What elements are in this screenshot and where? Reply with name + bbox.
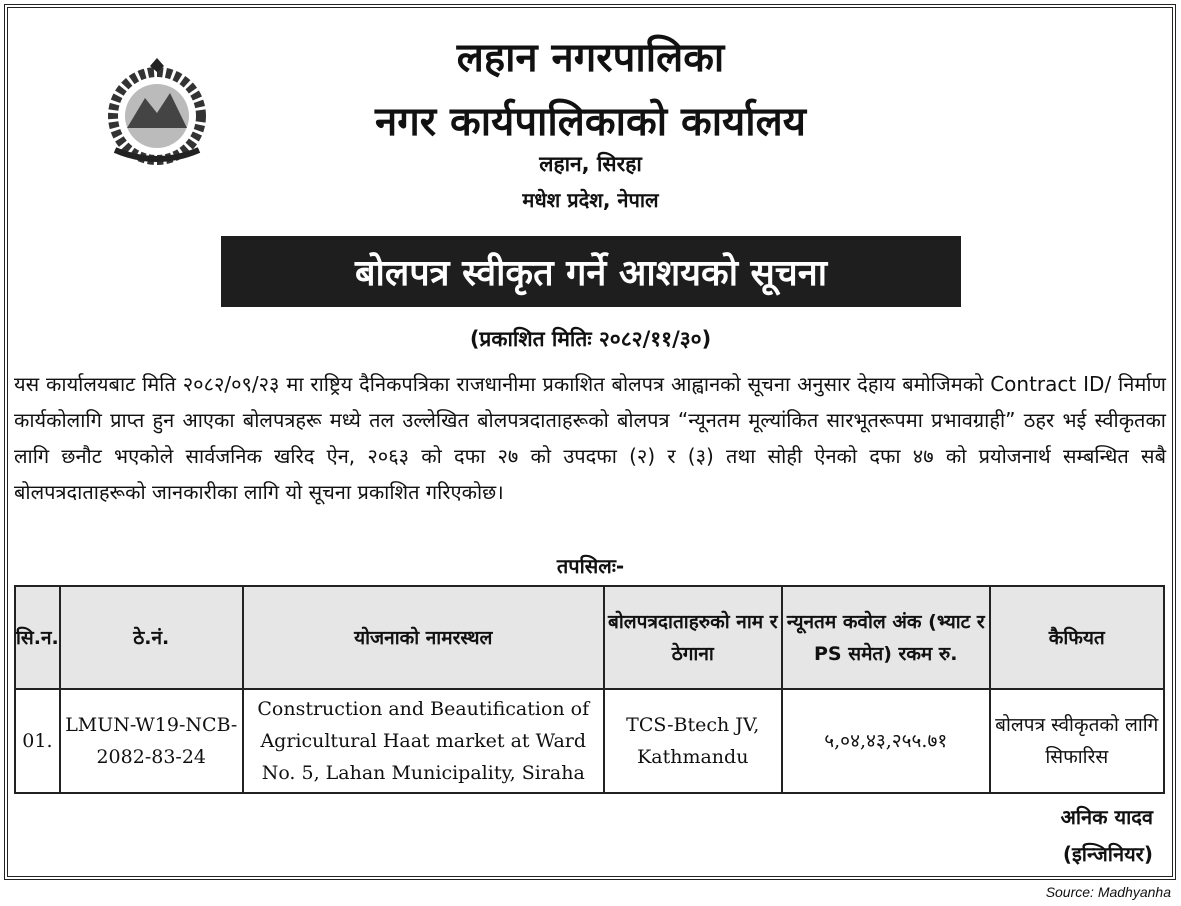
source-credit: Source: Madhyanha: [1045, 884, 1171, 900]
location: लहान, सिरहा: [539, 152, 642, 176]
table-header-row: [15, 586, 1164, 689]
published-date: (प्रकाशित मितिः २०८२/११/३०): [469, 327, 712, 351]
details-label: तपसिलः-: [556, 554, 625, 578]
notice-body: यस कार्यालयबाट मिति २०८२/०९/२३ मा राष्ट्रिय दैनिकपत्रिका राजधानीमा प्रकाशित बोलपत्र आह्वानको सूचना अनुसार देहाय बमोजिमको Contract ID/ निर्माण कार्यकोलागि प्राप्त हुन आएका बोलपत्रहरू मध्ये तल उल्लेखित बोलपत्रदाताहरूको बोलपत्र “न्यूनतम मूल्यांकित सारभूतरूपमा प्रभावग्राही” ठहर भई स्वीकृतका लागि छनौट भएकोले सार्वजनिक खरिद ऐन, २०६३ को दफा २७ को उपदफा (२) र (३) तथा सोही ऐनको दफा ४७ को प्रयोजनार्थ सम्बन्धित सबै बोलपत्रदाताहरूको जानकारीका लागि यो सूचना प्रकाशित गरिएकोछ।: [14, 372, 1166, 504]
province: मधेश प्रदेश, नेपाल: [522, 188, 659, 212]
col-contract-no: ठे.नं.: [60, 586, 243, 689]
office-name: नगर कार्यपालिकाको कार्यालय: [375, 99, 806, 145]
bid-table: [14, 585, 1165, 794]
cell-bidder: TCS-Btech JV, Kathmandu: [604, 689, 782, 793]
cell-project: Construction and Beautification of Agricultural Haat market at Ward No. 5, Lahan Municipality, Siraha: [243, 689, 604, 793]
cell-amount: ५,०४,४३,२५५.७१: [782, 689, 990, 793]
col-remarks: कैफियत: [990, 586, 1164, 689]
signatory-title: (इन्जिनियर): [1062, 842, 1153, 866]
col-amount: न्यूनतम कवोल अंक (भ्याट र PS समेत) रकम रु.: [782, 586, 990, 689]
notice-title: बोलपत्र स्वीकृत गर्ने आशयको सूचना: [221, 236, 961, 307]
cell-sn: 01.: [15, 689, 60, 793]
col-project: योजनाको नामरस्थल: [243, 586, 604, 689]
cell-remarks: बोलपत्र स्वीकृतको लागि सिफारिस: [990, 689, 1164, 793]
cell-contract-no: LMUN-W19-NCB-2082-83-24: [60, 689, 243, 793]
table-row: [15, 689, 1164, 793]
signatory-name: अनिक यादव: [1060, 805, 1153, 829]
org-name: लहान नगरपालिका: [456, 35, 725, 81]
col-bidder: बोलपत्रदाताहरुको नाम र ठेगाना: [604, 586, 782, 689]
col-sn: सि.न.: [15, 586, 60, 689]
